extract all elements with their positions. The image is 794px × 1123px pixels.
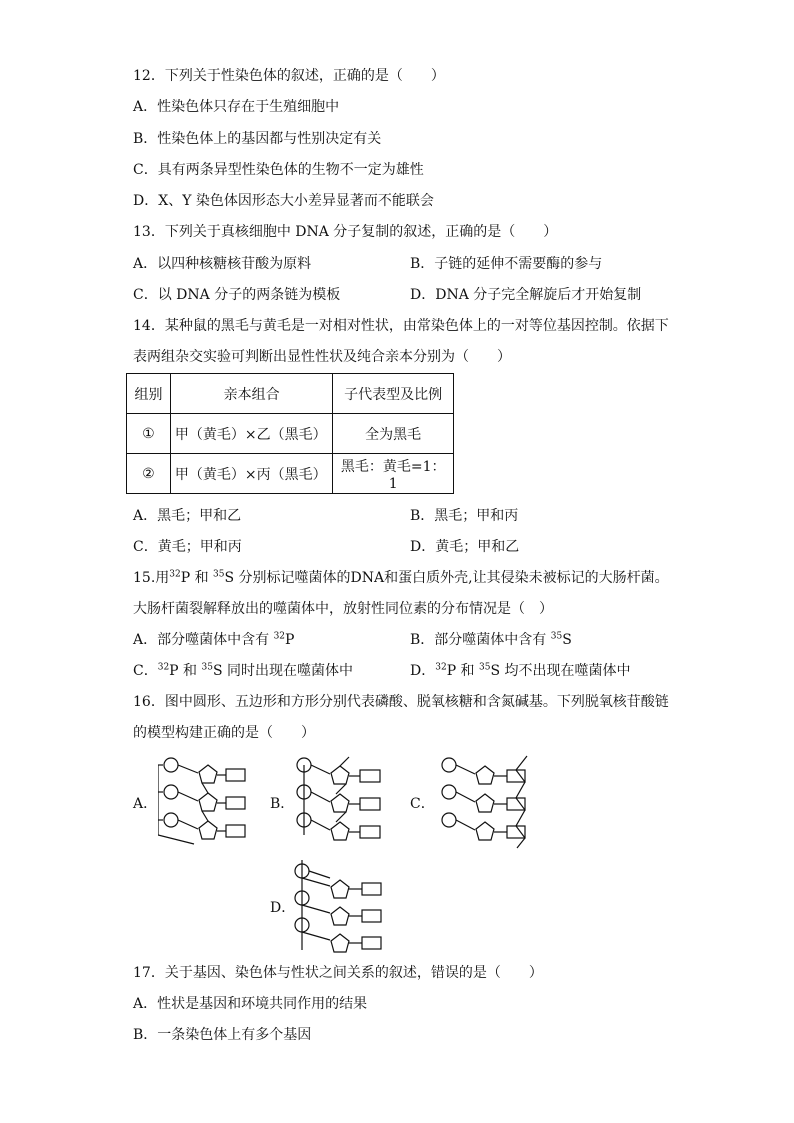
q16-stem-line1: 16．图中圆形、五边形和方形分别代表磷酸、脱氧核糖和含氮碱基。下列脱氧核苷酸链 (133, 694, 669, 710)
q14-cross-table (126, 373, 454, 494)
figure-a-label: A． (133, 796, 158, 812)
q14-option-b: B．黑毛；甲和丙 (410, 508, 519, 524)
figure-b-nucleotide-chain (292, 752, 390, 850)
table-cell-offspring: 黑毛：黄毛=1：1 (333, 454, 454, 494)
q15-option-a: A．部分噬菌体中含有 $^{32}$P (133, 631, 295, 648)
table-header-offspring: 子代表型及比例 (333, 374, 454, 414)
q14-option-d: D．黄毛；甲和乙 (410, 539, 520, 555)
table-cell-parents: 甲（黄毛）×丙（黑毛） (170, 454, 332, 494)
q13-option-a: A．以四种核糖核苷酸为原料 (133, 256, 312, 272)
table-header-group: 组别 (127, 374, 171, 414)
table-cell-group: ① (127, 414, 171, 454)
q13-stem: 13．下列关于真核细胞中 DNA 分子复制的叙述，正确的是（ ） (133, 224, 558, 240)
q12-option-b: B．性染色体上的基因都与性别决定有关 (133, 131, 382, 147)
figure-b-label: B． (270, 796, 295, 812)
figure-d-nucleotide-chain (290, 858, 390, 954)
table-cell-parents: 甲（黄毛）×乙（黑毛） (170, 414, 332, 454)
figure-a-nucleotide-chain (158, 752, 250, 850)
q13-option-d: D．DNA 分子完全解旋后才开始复制 (410, 287, 642, 303)
q16-stem-line2: 的模型构建正确的是（ ） (133, 725, 315, 741)
figure-c-label: C． (410, 796, 435, 812)
q12-option-a: A．性染色体只存在于生殖细胞中 (133, 99, 340, 115)
q17-option-b: B．一条染色体上有多个基因 (133, 1027, 312, 1043)
q15-option-d: D．$^{32}$P 和 $^{35}$S 均不出现在噬菌体中 (410, 662, 631, 679)
figure-d-label: D． (270, 900, 296, 916)
q12-option-d: D．X、Y 染色体因形态大小差异显著而不能联会 (133, 193, 434, 209)
table-cell-offspring: 全为黑毛 (333, 414, 454, 454)
q15-option-c: C．$^{32}$P 和 $^{35}$S 同时出现在噬菌体中 (133, 662, 353, 679)
q12-option-c: C．具有两条异型性染色体的生物不一定为雄性 (133, 162, 424, 178)
q14-stem-line1: 14．某种鼠的黑毛与黄毛是一对相对性状，由常染色体上的一对等位基因控制。依据下 (133, 318, 669, 334)
table-header-parents: 亲本组合 (170, 374, 332, 414)
table-cell-group: ② (127, 454, 171, 494)
q17-stem: 17．关于基因、染色体与性状之间关系的叙述，错误的是（ ） (133, 965, 543, 981)
q15-option-b: B．部分噬菌体中含有 $^{35}$S (410, 631, 572, 648)
q12-stem: 12．下列关于性染色体的叙述，正确的是（ ） (133, 68, 445, 84)
q15-stem-line2: 大肠杆菌裂解释放出的噬菌体中，放射性同位素的分布情况是（ ） (133, 601, 553, 617)
q14-option-c: C．黄毛；甲和丙 (133, 539, 242, 555)
q14-option-a: A．黑毛；甲和乙 (133, 508, 242, 524)
q15-stem-line1: 15.用$^{32}$P 和 $^{35}$S 分别标记噬菌体的DNA和蛋白质外壳,让其侵染未被标记的大肠杆菌。 (133, 569, 669, 586)
q13-option-c: C．以 DNA 分子的两条链为模板 (133, 287, 341, 303)
figure-c-nucleotide-chain (435, 752, 537, 850)
q14-stem-line2: 表两组杂交实验可判断出显性性状及纯合亲本分别为（ ） (133, 349, 511, 365)
q17-option-a: A．性状是基因和环境共同作用的结果 (133, 996, 368, 1012)
q13-option-b: B．子链的延伸不需要酶的参与 (410, 256, 603, 272)
